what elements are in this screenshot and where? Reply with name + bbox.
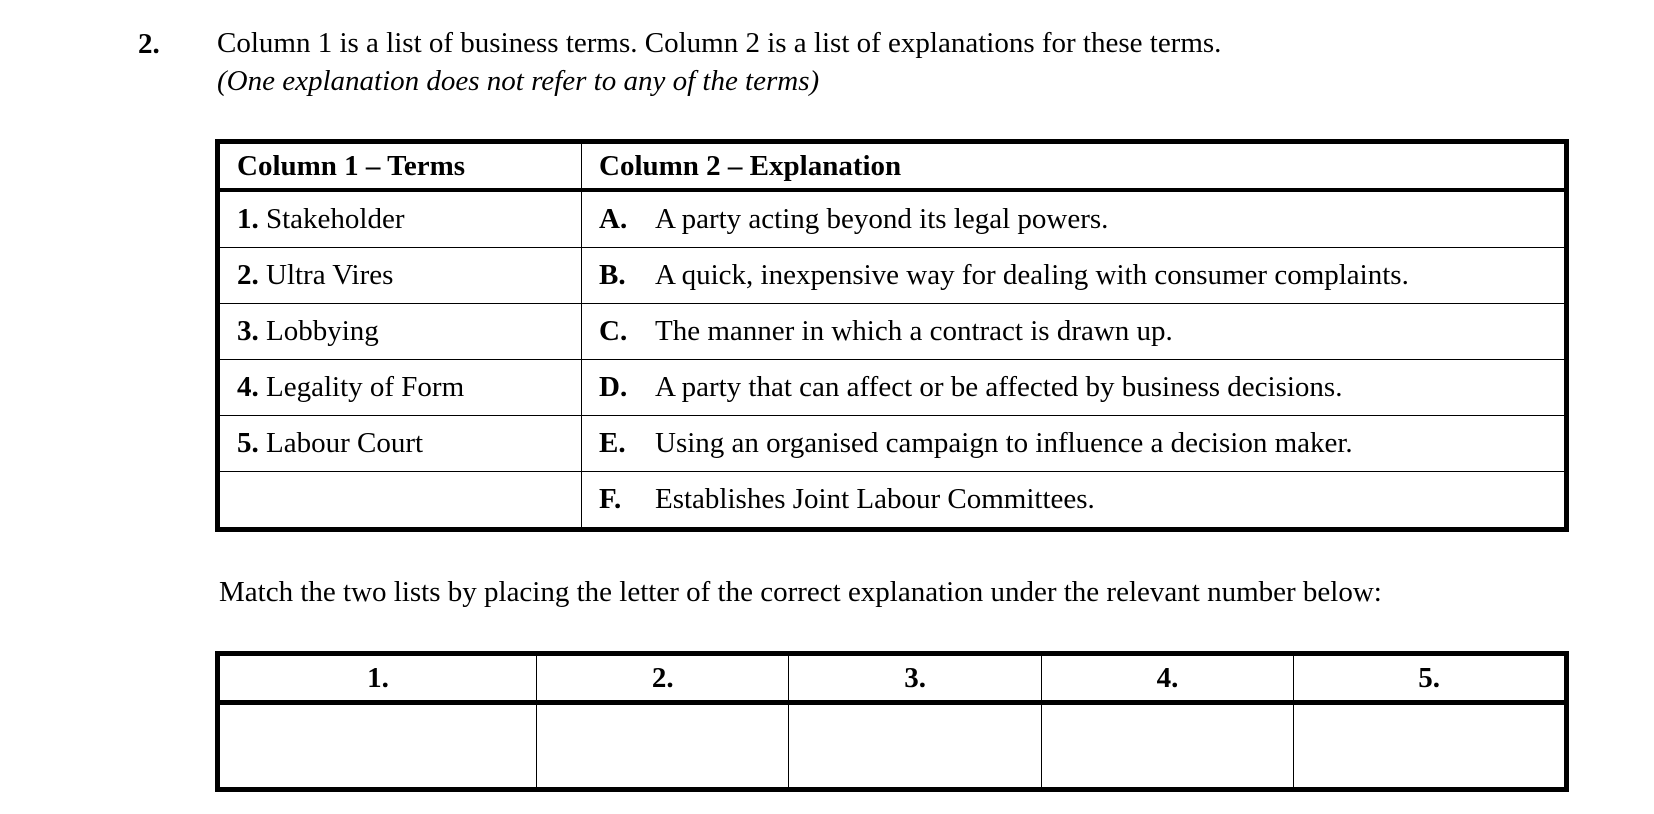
explanation-letter: A. bbox=[599, 203, 628, 235]
answer-row bbox=[218, 703, 1567, 790]
explanation-cell bbox=[582, 360, 1567, 416]
term-number: 5. bbox=[237, 427, 259, 459]
term-text: Stakeholder bbox=[266, 203, 405, 235]
answer-header-2: 2. bbox=[537, 654, 789, 703]
explanation-cell bbox=[582, 416, 1567, 472]
term-number: 1. bbox=[237, 203, 259, 235]
explanation-cell bbox=[582, 304, 1567, 360]
answer-header-4: 4. bbox=[1041, 654, 1293, 703]
term-cell bbox=[218, 360, 582, 416]
explanation-letter: D. bbox=[599, 371, 628, 403]
column-2-header: Column 2 – Explanation bbox=[582, 142, 1567, 191]
explanation-cell bbox=[582, 472, 1567, 530]
answer-header-5: 5. bbox=[1294, 654, 1567, 703]
explanation-cell bbox=[582, 190, 1567, 248]
table-row bbox=[218, 416, 1567, 472]
answer-header-1: 1. bbox=[218, 654, 537, 703]
table-row bbox=[218, 190, 1567, 248]
term-number: 4. bbox=[237, 371, 259, 403]
intro-text: Column 1 is a list of business terms. Column 2 is a list of explanations for these terms. bbox=[217, 27, 1222, 59]
explanation-letter: C. bbox=[599, 315, 628, 347]
terms-table bbox=[215, 139, 1569, 532]
table-row bbox=[218, 248, 1567, 304]
explanation-text: The manner in which a contract is drawn up. bbox=[655, 315, 1173, 347]
answer-header-3: 3. bbox=[789, 654, 1041, 703]
explanation-cell bbox=[582, 248, 1567, 304]
answer-header-row bbox=[218, 654, 1567, 703]
term-number: 3. bbox=[237, 315, 259, 347]
answer-table bbox=[215, 651, 1569, 792]
term-number: 2. bbox=[237, 259, 259, 291]
explanation-text: Establishes Joint Labour Committees. bbox=[655, 483, 1095, 515]
explanation-text: A party acting beyond its legal powers. bbox=[655, 203, 1109, 235]
answer-cell-5[interactable] bbox=[1294, 703, 1567, 790]
term-cell bbox=[218, 304, 582, 360]
terms-header-row bbox=[218, 142, 1567, 191]
term-cell bbox=[218, 416, 582, 472]
explanation-text: A quick, inexpensive way for dealing with consumer complaints. bbox=[655, 259, 1409, 291]
table-row bbox=[218, 304, 1567, 360]
explanation-text: Using an organised campaign to influence a decision maker. bbox=[655, 427, 1353, 459]
explanation-text: A party that can affect or be affected by business decisions. bbox=[655, 371, 1343, 403]
answer-cell-4[interactable] bbox=[1041, 703, 1293, 790]
explanation-letter: B. bbox=[599, 259, 626, 291]
intro-note: (One explanation does not refer to any of the terms) bbox=[217, 65, 820, 97]
explanation-letter: F. bbox=[599, 483, 622, 515]
answer-cell-1[interactable] bbox=[218, 703, 537, 790]
match-instruction: Match the two lists by placing the letter of the correct explanation under the relevant number below: bbox=[219, 576, 1382, 608]
explanation-letter: E. bbox=[599, 427, 626, 459]
term-text: Legality of Form bbox=[266, 371, 465, 403]
term-text: Labour Court bbox=[266, 427, 424, 459]
term-text: Lobbying bbox=[266, 315, 379, 347]
term-text: Ultra Vires bbox=[266, 259, 394, 291]
answer-cell-3[interactable] bbox=[789, 703, 1041, 790]
table-row bbox=[218, 360, 1567, 416]
question-intro bbox=[217, 24, 1221, 100]
term-cell bbox=[218, 190, 582, 248]
term-cell-empty bbox=[218, 472, 582, 530]
answer-cell-2[interactable] bbox=[537, 703, 789, 790]
question-number: 2. bbox=[138, 28, 160, 60]
column-1-header: Column 1 – Terms bbox=[218, 142, 582, 191]
term-cell bbox=[218, 248, 582, 304]
table-row bbox=[218, 472, 1567, 530]
